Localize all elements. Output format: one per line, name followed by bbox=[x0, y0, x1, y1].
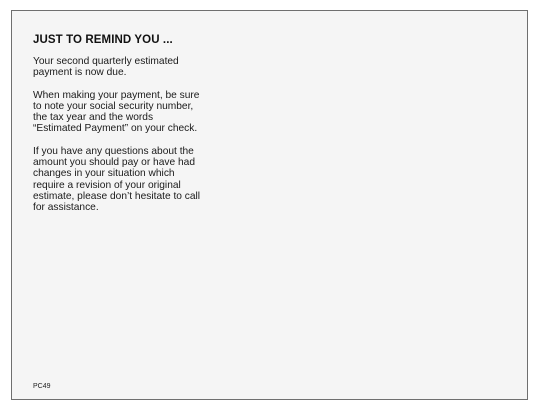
reminder-content bbox=[33, 34, 233, 225]
text-line: If you have any questions about the bbox=[33, 145, 194, 157]
text-line: to note your social security number, bbox=[33, 100, 194, 112]
paragraph-payment-due bbox=[33, 56, 233, 79]
paragraph-questions bbox=[33, 146, 233, 214]
reminder-card bbox=[11, 10, 528, 400]
text-line: for assistance. bbox=[33, 202, 99, 214]
text-line: changes in your situation which bbox=[33, 168, 175, 180]
text-line: When making your payment, be sure bbox=[33, 89, 200, 101]
reminder-heading: JUST TO REMIND YOU ... bbox=[33, 34, 173, 46]
text-line: require a revision of your original bbox=[33, 179, 181, 191]
text-line: Your second quarterly estimated bbox=[33, 56, 179, 67]
text-line: estimate, please don’t hesitate to call bbox=[33, 190, 201, 202]
paragraph-payment-instructions bbox=[33, 90, 233, 135]
form-code: PC49 bbox=[33, 383, 51, 390]
text-line: “Estimated Payment” on your check. bbox=[33, 123, 198, 135]
text-line: amount you should pay or have had bbox=[33, 157, 195, 169]
text-line: the tax year and the words bbox=[33, 112, 154, 124]
text-line: payment is now due. bbox=[33, 67, 127, 79]
